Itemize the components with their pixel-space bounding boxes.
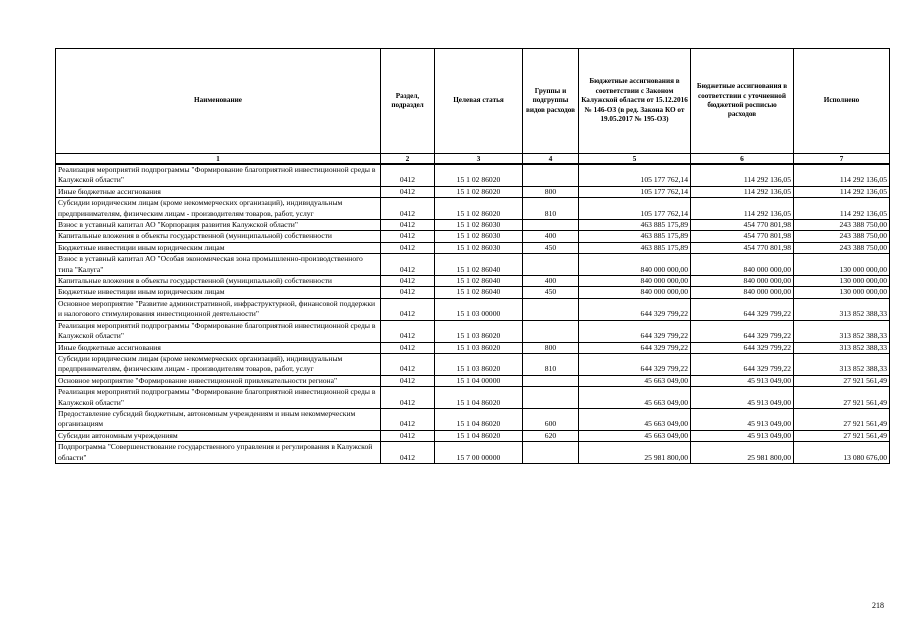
row-section-cell: 0412 (381, 186, 435, 197)
row-name-cell: Бюджетные инвестиции иным юридическим лицам (56, 287, 381, 298)
row-executed-cell: 130 000 000,00 (794, 276, 890, 287)
row-section-cell: 0412 (381, 408, 435, 430)
row-section-cell: 0412 (381, 442, 435, 464)
row-name-cell: Бюджетные инвестиции иным юридическим лицам (56, 242, 381, 253)
row-name-cell: Взнос в уставный капитал АО "Корпорация развития Калужской области" (56, 220, 381, 231)
row-article-cell: 15 1 03 00000 (435, 298, 523, 320)
row-article-cell: 15 1 04 86020 (435, 387, 523, 409)
row-budget-law-cell: 463 885 175,89 (579, 242, 691, 253)
row-name-cell: Субсидии юридическим лицам (кроме некоммерческих организаций), индивидуальным предпринимателям, физическим лицам - производителям товаров, работ, услуг (56, 198, 381, 220)
table-row (56, 387, 890, 409)
row-name-cell: Предоставление субсидий бюджетным, автономным учреждениям и иным некоммерческим организациям (56, 408, 381, 430)
row-name-cell: Реализация мероприятий подпрограммы "Формирование благоприятной инвестиционной среды в Калужской области" (56, 164, 381, 186)
row-executed-cell: 27 921 561,49 (794, 375, 890, 386)
row-name-cell: Капитальные вложения в объекты государственной (муниципальной) собственности (56, 276, 381, 287)
row-section-cell: 0412 (381, 198, 435, 220)
row-section-cell: 0412 (381, 276, 435, 287)
row-budget-list-cell: 644 329 799,22 (691, 342, 794, 353)
table-row (56, 408, 890, 430)
row-budget-law-cell: 840 000 000,00 (579, 287, 691, 298)
row-executed-cell: 130 000 000,00 (794, 287, 890, 298)
header-budget-list: Бюджетные ассигнования в соответствии с уточненной бюджетной росписью расходов (691, 49, 794, 154)
column-number: 5 (579, 154, 691, 165)
row-article-cell: 15 1 03 86020 (435, 353, 523, 375)
page-number: 218 (872, 601, 884, 610)
row-group-cell (523, 164, 579, 186)
column-number: 3 (435, 154, 523, 165)
row-budget-law-cell: 644 329 799,22 (579, 342, 691, 353)
column-number: 2 (381, 154, 435, 165)
table-row (56, 254, 890, 276)
row-executed-cell: 114 292 136,05 (794, 186, 890, 197)
row-group-cell: 810 (523, 353, 579, 375)
row-group-cell: 450 (523, 287, 579, 298)
row-budget-list-cell: 644 329 799,22 (691, 320, 794, 342)
row-name-cell: Иные бюджетные ассигнования (56, 342, 381, 353)
row-section-cell: 0412 (381, 220, 435, 231)
header-executed: Исполнено (794, 49, 890, 154)
row-name-cell: Реализация мероприятий подпрограммы "Формирование благоприятной инвестиционной среды в Калужской области" (56, 320, 381, 342)
row-executed-cell: 130 000 000,00 (794, 254, 890, 276)
row-budget-list-cell: 454 770 801,98 (691, 231, 794, 242)
row-executed-cell: 313 852 388,33 (794, 353, 890, 375)
row-group-cell (523, 298, 579, 320)
row-group-cell: 400 (523, 276, 579, 287)
row-budget-list-cell: 25 981 800,00 (691, 442, 794, 464)
row-section-cell: 0412 (381, 242, 435, 253)
row-group-cell (523, 220, 579, 231)
header-expense-group: Группы и подгруппы видов расходов (523, 49, 579, 154)
row-budget-law-cell: 463 885 175,89 (579, 220, 691, 231)
row-executed-cell: 313 852 388,33 (794, 320, 890, 342)
table-row (56, 242, 890, 253)
row-executed-cell: 313 852 388,33 (794, 298, 890, 320)
row-article-cell: 15 7 00 00000 (435, 442, 523, 464)
row-article-cell: 15 1 02 86030 (435, 231, 523, 242)
table-row (56, 276, 890, 287)
row-budget-list-cell: 114 292 136,05 (691, 186, 794, 197)
row-executed-cell: 114 292 136,05 (794, 164, 890, 186)
row-budget-law-cell: 45 663 049,00 (579, 408, 691, 430)
row-group-cell (523, 387, 579, 409)
row-name-cell: Подпрограмма "Совершенствование государственного управления и регулирования в Калужской области" (56, 442, 381, 464)
table-row (56, 198, 890, 220)
row-name-cell: Капитальные вложения в объекты государственной (муниципальной) собственности (56, 231, 381, 242)
row-budget-law-cell: 25 981 800,00 (579, 442, 691, 464)
row-budget-list-cell: 114 292 136,05 (691, 164, 794, 186)
row-section-cell: 0412 (381, 298, 435, 320)
table-body (56, 164, 890, 463)
row-name-cell: Субсидии автономным учреждениям (56, 430, 381, 441)
row-executed-cell: 114 292 136,05 (794, 198, 890, 220)
row-section-cell: 0412 (381, 254, 435, 276)
row-group-cell (523, 320, 579, 342)
row-budget-list-cell: 454 770 801,98 (691, 242, 794, 253)
row-name-cell: Субсидии юридическим лицам (кроме некоммерческих организаций), индивидуальным предпринимателям, физическим лицам - производителям товаров, работ, услуг (56, 353, 381, 375)
row-budget-list-cell: 840 000 000,00 (691, 287, 794, 298)
row-budget-law-cell: 840 000 000,00 (579, 254, 691, 276)
row-budget-list-cell: 454 770 801,98 (691, 220, 794, 231)
row-executed-cell: 27 921 561,49 (794, 408, 890, 430)
table-row (56, 430, 890, 441)
row-group-cell: 800 (523, 342, 579, 353)
row-budget-list-cell: 644 329 799,22 (691, 298, 794, 320)
table-row (56, 287, 890, 298)
row-group-cell (523, 375, 579, 386)
row-executed-cell: 27 921 561,49 (794, 387, 890, 409)
row-section-cell: 0412 (381, 164, 435, 186)
row-group-cell (523, 254, 579, 276)
row-group-cell (523, 442, 579, 464)
row-budget-law-cell: 105 177 762,14 (579, 198, 691, 220)
row-section-cell: 0412 (381, 231, 435, 242)
row-budget-list-cell: 840 000 000,00 (691, 254, 794, 276)
row-executed-cell: 13 080 676,00 (794, 442, 890, 464)
header-row (56, 49, 890, 154)
row-section-cell: 0412 (381, 375, 435, 386)
row-group-cell: 800 (523, 186, 579, 197)
column-number: 1 (56, 154, 381, 165)
row-article-cell: 15 1 02 86040 (435, 254, 523, 276)
row-name-cell: Иные бюджетные ассигнования (56, 186, 381, 197)
row-budget-list-cell: 644 329 799,22 (691, 353, 794, 375)
row-section-cell: 0412 (381, 387, 435, 409)
row-article-cell: 15 1 04 86020 (435, 430, 523, 441)
row-budget-law-cell: 45 663 049,00 (579, 375, 691, 386)
row-budget-law-cell: 840 000 000,00 (579, 276, 691, 287)
row-article-cell: 15 1 02 86040 (435, 276, 523, 287)
row-article-cell: 15 1 02 86040 (435, 287, 523, 298)
table-row (56, 186, 890, 197)
row-article-cell: 15 1 02 86030 (435, 220, 523, 231)
row-article-cell: 15 1 04 86020 (435, 408, 523, 430)
row-group-cell: 600 (523, 408, 579, 430)
header-budget-law: Бюджетные ассигнования в соответствии с Законом Калужской области от 15.12.2016 № 146-ОЗ (в ред. Закона КО от 19.05.2017 № 195-ОЗ) (579, 49, 691, 154)
row-name-cell: Взнос в уставный капитал АО "Особая экономическая зона промышленно-производственного типа "Калуга" (56, 254, 381, 276)
table-row (56, 353, 890, 375)
row-section-cell: 0412 (381, 353, 435, 375)
row-name-cell: Реализация мероприятий подпрограммы "Формирование благоприятной инвестиционной среды в Калужской области" (56, 387, 381, 409)
table-row (56, 298, 890, 320)
row-group-cell: 810 (523, 198, 579, 220)
row-budget-list-cell: 114 292 136,05 (691, 198, 794, 220)
column-number: 7 (794, 154, 890, 165)
table-row (56, 231, 890, 242)
table-row (56, 220, 890, 231)
row-article-cell: 15 1 02 86020 (435, 186, 523, 197)
row-executed-cell: 27 921 561,49 (794, 430, 890, 441)
header-section: Раздел, подраздел (381, 49, 435, 154)
row-name-cell: Основное мероприятие "Развитие административной, инфраструктурной, финансовой поддержки и налогового стимулирования инвестиционной деятельности" (56, 298, 381, 320)
row-executed-cell: 313 852 388,33 (794, 342, 890, 353)
row-executed-cell: 243 388 750,00 (794, 220, 890, 231)
row-budget-law-cell: 105 177 762,14 (579, 186, 691, 197)
row-budget-list-cell: 45 913 049,00 (691, 387, 794, 409)
row-section-cell: 0412 (381, 320, 435, 342)
row-budget-law-cell: 644 329 799,22 (579, 353, 691, 375)
row-budget-list-cell: 840 000 000,00 (691, 276, 794, 287)
row-group-cell: 450 (523, 242, 579, 253)
budget-table (55, 48, 890, 464)
row-section-cell: 0412 (381, 287, 435, 298)
table-row (56, 320, 890, 342)
row-budget-list-cell: 45 913 049,00 (691, 408, 794, 430)
row-budget-law-cell: 105 177 762,14 (579, 164, 691, 186)
row-executed-cell: 243 388 750,00 (794, 231, 890, 242)
row-article-cell: 15 1 03 86020 (435, 320, 523, 342)
header-target-article: Целевая статья (435, 49, 523, 154)
row-section-cell: 0412 (381, 430, 435, 441)
table-row (56, 375, 890, 386)
row-budget-list-cell: 45 913 049,00 (691, 430, 794, 441)
row-budget-law-cell: 644 329 799,22 (579, 298, 691, 320)
row-article-cell: 15 1 02 86020 (435, 198, 523, 220)
row-budget-law-cell: 463 885 175,89 (579, 231, 691, 242)
row-budget-list-cell: 45 913 049,00 (691, 375, 794, 386)
row-article-cell: 15 1 04 00000 (435, 375, 523, 386)
row-article-cell: 15 1 02 86020 (435, 164, 523, 186)
row-group-cell: 620 (523, 430, 579, 441)
table-row (56, 342, 890, 353)
row-budget-law-cell: 45 663 049,00 (579, 387, 691, 409)
table-row (56, 164, 890, 186)
column-number-row (56, 154, 890, 165)
table-row (56, 442, 890, 464)
column-number: 4 (523, 154, 579, 165)
row-name-cell: Основное мероприятие "Формирование инвестиционной привлекательности региона" (56, 375, 381, 386)
header-name: Наименование (56, 49, 381, 154)
row-article-cell: 15 1 03 86020 (435, 342, 523, 353)
row-budget-law-cell: 45 663 049,00 (579, 430, 691, 441)
row-group-cell: 400 (523, 231, 579, 242)
row-budget-law-cell: 644 329 799,22 (579, 320, 691, 342)
row-article-cell: 15 1 02 86030 (435, 242, 523, 253)
row-executed-cell: 243 388 750,00 (794, 242, 890, 253)
column-number: 6 (691, 154, 794, 165)
row-section-cell: 0412 (381, 342, 435, 353)
